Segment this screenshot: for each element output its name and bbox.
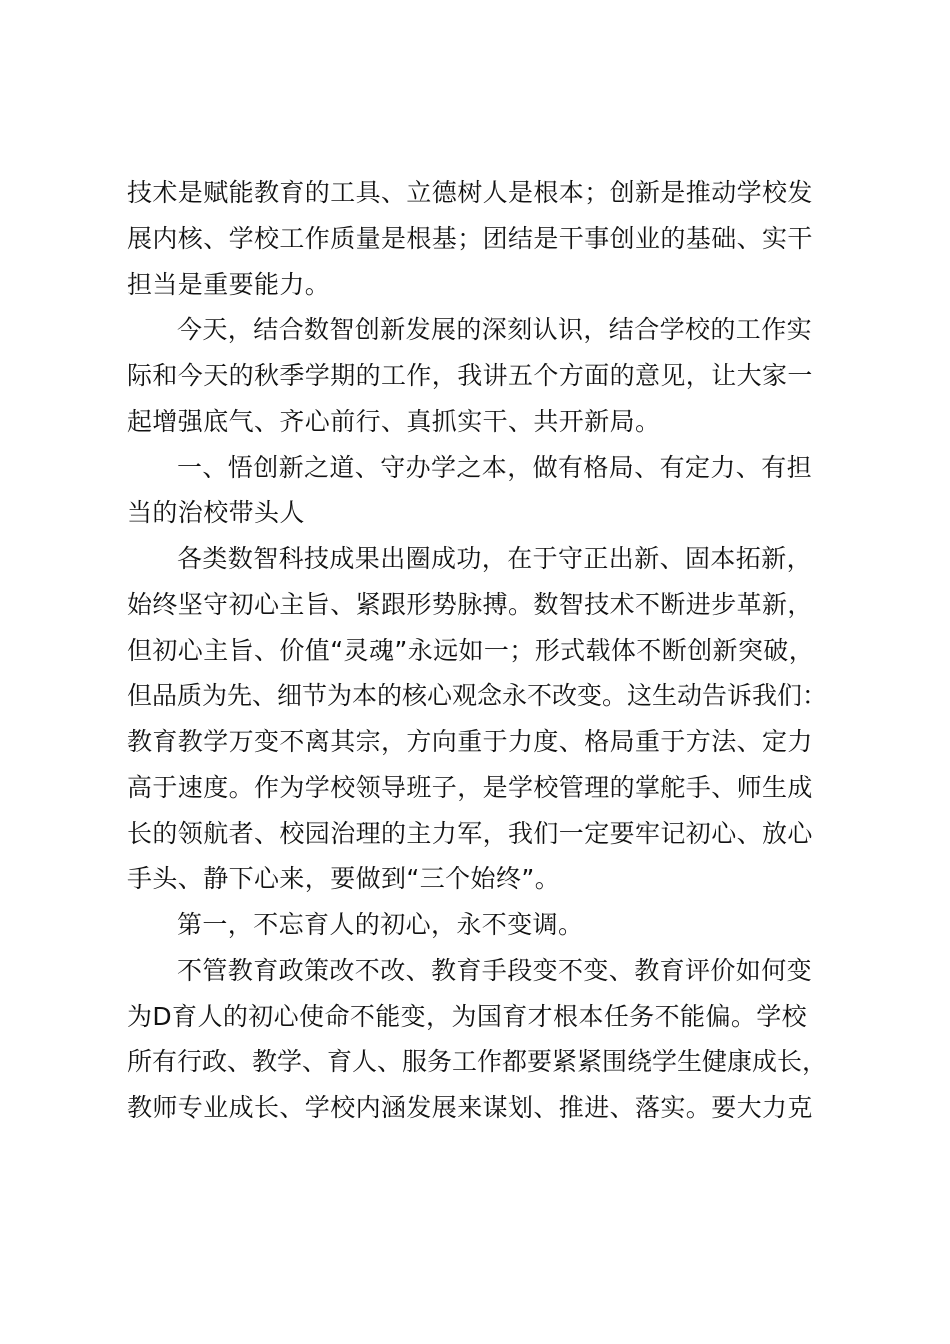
text-line: 不管教育政策改不改、教育手段变不变、教育评价如何变 bbox=[177, 956, 813, 985]
text-line: 教师专业成长、学校内涵发展来谋划、推进、落实。要大力克 bbox=[127, 1093, 813, 1122]
text-line: 展内核、学校工作质量是根基；团结是干事创业的基础、实干 bbox=[127, 224, 813, 253]
text-line: 所有行政、教学、育人、服务工作都要紧紧围绕学生健康成长， bbox=[127, 1047, 828, 1076]
subheading-line: 第一，不忘育人的初心，永不变调。 bbox=[177, 910, 584, 939]
text-line: 技术是赋能教育的工具、立德树人是根本；创新是推动学校发 bbox=[127, 178, 813, 207]
text-line: 教育教学万变不离其宗，方向重于力度、格局重于方法、定力 bbox=[127, 727, 813, 756]
text-line: 但初心主旨、价值“灵魂”永远如一；形式载体不断创新突破， bbox=[127, 636, 815, 665]
text-line: 但品质为先、细节为本的核心观念永不改变。这生动告诉我们： bbox=[127, 681, 828, 710]
text-line: 担当是重要能力。 bbox=[127, 270, 331, 299]
section-heading-line: 一、悟创新之道、守办学之本，做有格局、有定力、有担 bbox=[177, 453, 813, 482]
text-line: 始终坚守初心主旨、紧跟形势脉搏。数智技术不断进步革新， bbox=[127, 590, 813, 619]
text-line: 各类数智科技成果出圈成功，在于守正出新、固本拓新， bbox=[177, 544, 813, 573]
text-line: 今天，结合数智创新发展的深刻认识，结合学校的工作实 bbox=[177, 315, 813, 344]
text-line: 为D育人的初心使命不能变，为国育才根本任务不能偏。学校 bbox=[127, 1002, 808, 1031]
section-heading-line: 当的治校带头人 bbox=[127, 498, 305, 527]
text-line: 长的领航者、校园治理的主力军，我们一定要牢记初心、放心 bbox=[127, 819, 813, 848]
text-line: 高于速度。作为学校领导班子，是学校管理的掌舵手、师生成 bbox=[127, 773, 813, 802]
text-line: 际和今天的秋季学期的工作，我讲五个方面的意见，让大家一 bbox=[127, 361, 813, 390]
text-line: 起增强底气、齐心前行、真抓实干、共开新局。 bbox=[127, 407, 661, 436]
text-line: 手头、静下心来，要做到“三个始终”。 bbox=[127, 864, 561, 893]
